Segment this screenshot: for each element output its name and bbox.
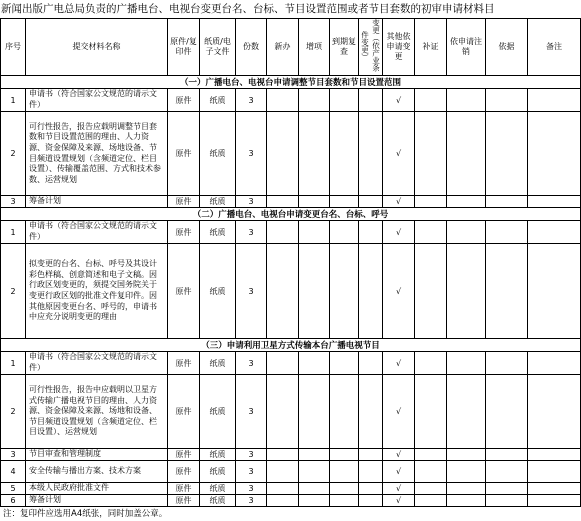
cell-empty [299, 112, 330, 196]
cell-empty [267, 221, 299, 244]
cell-count: 3 [236, 375, 267, 449]
table-row [1, 196, 581, 208]
table-body [1, 76, 581, 507]
section-title: （三）申请利用卫星方式传输本台广播电视节目 [1, 339, 581, 352]
cell-medium: 纸质 [200, 244, 236, 339]
cell-empty [330, 483, 359, 495]
cell-medium: 纸质 [200, 461, 236, 483]
cell-empty [299, 244, 330, 339]
cell-check: √ [383, 461, 415, 483]
cell-empty [528, 221, 581, 244]
cell-medium: 纸质 [200, 221, 236, 244]
cell-count: 3 [236, 196, 267, 208]
cell-empty [330, 196, 359, 208]
cell-empty [447, 89, 486, 112]
cell-no: 1 [1, 352, 26, 375]
table-row [1, 89, 581, 112]
cell-original: 原件 [168, 495, 200, 507]
cell-check: √ [383, 89, 415, 112]
cell-empty [415, 221, 447, 244]
cell-empty [359, 483, 383, 495]
header-cell-vertical: 变更（依产业条件变更） [360, 19, 381, 72]
cell-medium: 纸质 [200, 89, 236, 112]
cell-empty [359, 461, 383, 483]
cell-empty [359, 196, 383, 208]
cell-material: 可行性报告，报告中应载明以卫星方式传输广播电视节目的理由、人力资源、资金保障及来源、场地和设备、节目频道设置规划（含频道定位、栏目设置）、运营规划 [26, 375, 168, 449]
section-title: （二）广播电台、电视台申请变更台名、台标、呼号 [1, 208, 581, 221]
cell-empty [299, 375, 330, 449]
cell-medium: 纸质 [200, 196, 236, 208]
cell-empty [299, 461, 330, 483]
cell-empty [486, 483, 528, 495]
cell-empty [299, 495, 330, 507]
cell-check: √ [383, 375, 415, 449]
cell-empty [447, 483, 486, 495]
header-cell: 依申请注销 [447, 19, 486, 76]
header-cell [359, 19, 383, 76]
cell-count: 3 [236, 112, 267, 196]
cell-empty [267, 352, 299, 375]
cell-count: 3 [236, 89, 267, 112]
cell-empty [299, 449, 330, 461]
cell-material: 申请书（符合国家公文规范的请示文件） [26, 221, 168, 244]
cell-no: 2 [1, 375, 26, 449]
cell-original: 原件 [168, 461, 200, 483]
section-header-row [1, 339, 581, 352]
cell-check: √ [383, 449, 415, 461]
cell-empty [359, 89, 383, 112]
cell-empty [528, 461, 581, 483]
cell-empty [528, 244, 581, 339]
cell-original: 原件 [168, 375, 200, 449]
cell-no: 2 [1, 112, 26, 196]
cell-empty [415, 89, 447, 112]
cell-check: √ [383, 221, 415, 244]
cell-original: 原件 [168, 352, 200, 375]
cell-empty [267, 449, 299, 461]
cell-count: 3 [236, 449, 267, 461]
cell-empty [359, 495, 383, 507]
cell-empty [330, 89, 359, 112]
cell-empty [330, 112, 359, 196]
table-row [1, 375, 581, 449]
cell-no: 2 [1, 244, 26, 339]
header-cell: 增项 [299, 19, 330, 76]
cell-empty [528, 89, 581, 112]
cell-check: √ [383, 352, 415, 375]
table-row [1, 112, 581, 196]
header-cell: 备注 [528, 19, 581, 76]
header-cell: 新办 [267, 19, 299, 76]
cell-empty [415, 112, 447, 196]
cell-empty [267, 375, 299, 449]
cell-material: 筹备计划 [26, 495, 168, 507]
cell-no: 1 [1, 89, 26, 112]
cell-empty [359, 112, 383, 196]
cell-empty [267, 196, 299, 208]
cell-empty [447, 449, 486, 461]
cell-material: 节目审查和管理制度 [26, 449, 168, 461]
cell-no: 5 [1, 483, 26, 495]
cell-empty [528, 495, 581, 507]
cell-empty [330, 244, 359, 339]
cell-empty [486, 495, 528, 507]
cell-empty [447, 112, 486, 196]
header-cell: 份数 [236, 19, 267, 76]
cell-check: √ [383, 483, 415, 495]
cell-empty [415, 375, 447, 449]
materials-table [0, 18, 581, 507]
cell-material: 拟变更的台名、台标、呼号及其设计彩色样稿、创意简述和电子文稿。因行政区划变更的，须提交国务院关于变更行政区划的批准文件复印件。因其他原因变更台名、呼号的，申请书中应充分说明变更的理由 [26, 244, 168, 339]
header-cell: 提交材料名称 [26, 19, 168, 76]
header-cell: 其他依申请变更 [383, 19, 415, 76]
cell-empty [486, 375, 528, 449]
cell-empty [486, 449, 528, 461]
cell-count: 3 [236, 352, 267, 375]
cell-empty [299, 196, 330, 208]
cell-empty [486, 244, 528, 339]
cell-empty [330, 352, 359, 375]
header-cell: 依据 [486, 19, 528, 76]
cell-check: √ [383, 495, 415, 507]
section-title: （一）广播电台、电视台申请调整节目套数和节目设置范围 [1, 76, 581, 89]
cell-original: 原件 [168, 89, 200, 112]
cell-no: 1 [1, 221, 26, 244]
cell-medium: 纸质 [200, 112, 236, 196]
header-cell: 纸质/电子文件 [200, 19, 236, 76]
cell-empty [359, 352, 383, 375]
cell-empty [330, 375, 359, 449]
cell-medium: 纸质 [200, 375, 236, 449]
cell-empty [415, 244, 447, 339]
cell-empty [330, 449, 359, 461]
cell-empty [359, 375, 383, 449]
cell-original: 原件 [168, 449, 200, 461]
cell-original: 原件 [168, 483, 200, 495]
cell-count: 3 [236, 483, 267, 495]
cell-empty [447, 196, 486, 208]
table-row [1, 221, 581, 244]
cell-empty [415, 449, 447, 461]
cell-empty [528, 196, 581, 208]
cell-no: 6 [1, 495, 26, 507]
cell-medium: 纸质 [200, 495, 236, 507]
cell-empty [447, 221, 486, 244]
cell-empty [486, 89, 528, 112]
cell-empty [299, 89, 330, 112]
table-row [1, 244, 581, 339]
cell-empty [415, 461, 447, 483]
cell-empty [299, 483, 330, 495]
cell-empty [267, 483, 299, 495]
cell-material: 可行性报告，报告应载明调整节目套数和节目设置范围的理由、人力资源、资金保障及来源、场地设备、节目频道设置规划（含频道定位、栏目设置）、传输覆盖范围、方式和技术参数、运营规划 [26, 112, 168, 196]
cell-empty [447, 375, 486, 449]
cell-empty [528, 352, 581, 375]
table-row [1, 495, 581, 507]
cell-empty [267, 112, 299, 196]
footnote: 注：复印件应选用A4纸张，同时加盖公章。 [3, 509, 168, 519]
cell-empty [267, 495, 299, 507]
cell-empty [267, 244, 299, 339]
cell-material: 申请书（符合国家公文规范的请示文件） [26, 352, 168, 375]
cell-empty [299, 221, 330, 244]
cell-count: 3 [236, 461, 267, 483]
cell-empty [415, 352, 447, 375]
cell-empty [447, 461, 486, 483]
cell-count: 3 [236, 221, 267, 244]
cell-medium: 纸质 [200, 483, 236, 495]
cell-empty [359, 449, 383, 461]
cell-check: √ [383, 244, 415, 339]
cell-empty [486, 352, 528, 375]
cell-empty [267, 461, 299, 483]
cell-no: 4 [1, 461, 26, 483]
table-row [1, 449, 581, 461]
header-cell: 到期复查 [330, 19, 359, 76]
cell-count: 3 [236, 495, 267, 507]
cell-empty [330, 461, 359, 483]
cell-medium: 纸质 [200, 352, 236, 375]
section-header-row [1, 208, 581, 221]
cell-check: √ [383, 112, 415, 196]
cell-empty [447, 495, 486, 507]
cell-empty [330, 221, 359, 244]
cell-material: 申请书（符合国家公文规范的请示文件） [26, 89, 168, 112]
header-cell: 原件/复印件 [168, 19, 200, 76]
table-row [1, 461, 581, 483]
cell-original: 原件 [168, 196, 200, 208]
cell-empty [528, 483, 581, 495]
cell-empty [486, 196, 528, 208]
cell-medium: 纸质 [200, 449, 236, 461]
cell-count: 3 [236, 244, 267, 339]
section-header-row [1, 76, 581, 89]
cell-empty [299, 352, 330, 375]
cell-empty [528, 375, 581, 449]
cell-empty [267, 89, 299, 112]
table-row [1, 352, 581, 375]
cell-empty [486, 461, 528, 483]
cell-material: 筹备计划 [26, 196, 168, 208]
cell-original: 原件 [168, 112, 200, 196]
header-cell: 序号 [1, 19, 26, 76]
cell-original: 原件 [168, 244, 200, 339]
cell-empty [330, 495, 359, 507]
header-cell: 补证 [415, 19, 447, 76]
cell-no: 3 [1, 449, 26, 461]
cell-empty [528, 449, 581, 461]
cell-material: 本级人民政府批准文件 [26, 483, 168, 495]
cell-empty [415, 495, 447, 507]
cell-empty [528, 112, 581, 196]
cell-empty [359, 221, 383, 244]
cell-empty [415, 196, 447, 208]
cell-no: 3 [1, 196, 26, 208]
cell-empty [486, 112, 528, 196]
page-title: 新闻出版广电总局负责的广播电台、电视台变更台名、台标、节目设置范围或者节目套数的初审申请材料目 [1, 3, 495, 15]
cell-check: √ [383, 196, 415, 208]
cell-empty [447, 352, 486, 375]
cell-empty [447, 244, 486, 339]
cell-material: 安全传输与播出方案、技术方案 [26, 461, 168, 483]
header-row [1, 19, 581, 76]
cell-empty [359, 244, 383, 339]
cell-empty [415, 483, 447, 495]
table-row [1, 483, 581, 495]
cell-empty [486, 221, 528, 244]
cell-original: 原件 [168, 221, 200, 244]
